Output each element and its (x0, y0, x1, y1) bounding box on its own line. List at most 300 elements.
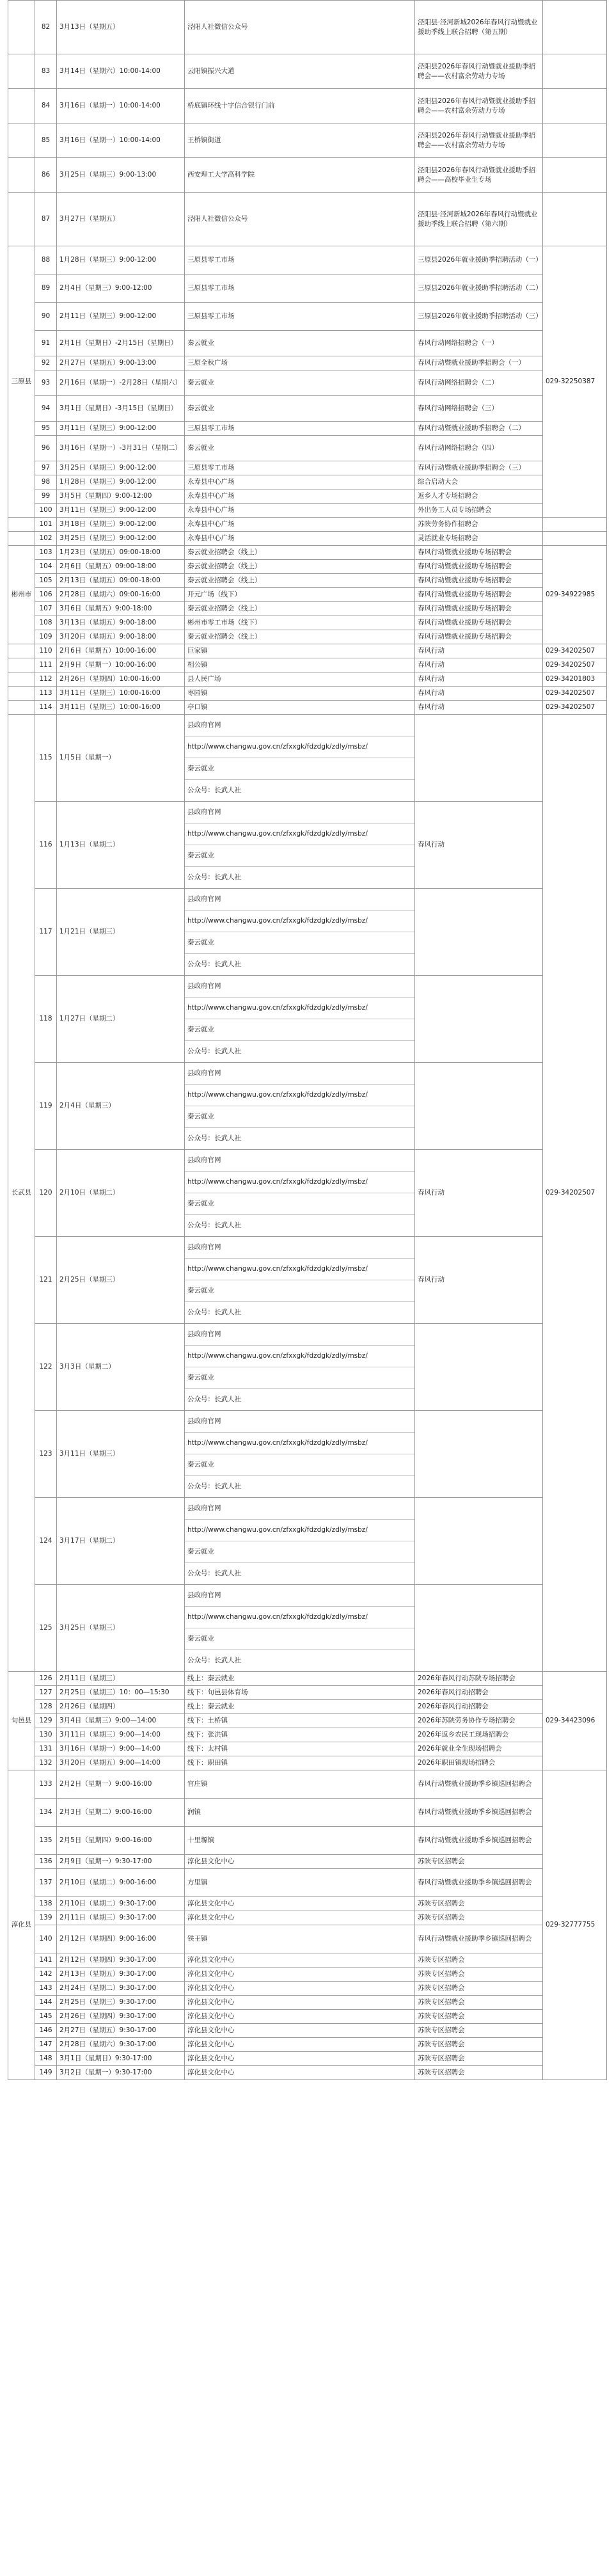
place-cell (185, 1063, 415, 1150)
place-cell: 淳化县文化中心 (185, 1968, 415, 1982)
event-name-cell: 三原县2026年就业援助季招聘活动（二） (415, 274, 543, 303)
phone-cell (543, 518, 607, 532)
event-name-cell: 三原县2026年就业援助季招聘活动（一） (415, 246, 543, 274)
table-row (8, 1756, 607, 1770)
event-name-cell (415, 889, 543, 976)
date-cell: 3月13日（星期五） (57, 1, 185, 54)
place-cell (185, 1237, 415, 1324)
table-row (8, 616, 607, 630)
row-number: 138 (35, 1897, 57, 1911)
table-row (8, 644, 607, 658)
table-row (8, 396, 607, 422)
date-cell: 2月1日（星期日）-2月15日（星期日） (57, 331, 185, 356)
event-name-cell: 春风行动 (415, 644, 543, 658)
date-cell: 2月13日（星期五）09:00-18:00 (57, 574, 185, 588)
date-cell: 3月20日（星期五）9:00-18:00 (57, 630, 185, 644)
place-cell (185, 1411, 415, 1498)
date-cell: 2月28日（星期六）9:30-17:00 (57, 2038, 185, 2052)
row-number: 124 (35, 1498, 57, 1585)
place-cell: 线下：太村镇 (185, 1742, 415, 1756)
phone-cell (543, 89, 607, 123)
phone-cell: 029-32250387 (543, 246, 607, 518)
row-number: 139 (35, 1911, 57, 1925)
place-cell: 淳化县文化中心 (185, 1911, 415, 1925)
county-cell (8, 672, 35, 687)
date-cell: 3月13日（星期五）9:00-18:00 (57, 616, 185, 630)
date-cell: 2月26日（星期四）10:00-16:00 (57, 672, 185, 687)
event-name-cell: 综合启动大会 (415, 475, 543, 489)
event-name-cell: 春风行动暨就业援助专场招聘会 (415, 574, 543, 588)
place-line: 秦云就业 (185, 1628, 414, 1650)
place-cell: 巨家镇 (185, 644, 415, 658)
table-row (8, 2024, 607, 2038)
row-number: 87 (35, 193, 57, 246)
county-cell (8, 644, 35, 658)
event-name-cell: 苏陕劳务协作招聘会 (415, 518, 543, 532)
event-name-cell: 苏陕专区招聘会 (415, 1982, 543, 1996)
event-name-cell: 苏陕专区招聘会 (415, 2024, 543, 2038)
place-line: 县政府官网 (185, 802, 414, 823)
date-cell: 3月11日（星期三） (57, 1411, 185, 1498)
table-row (8, 2010, 607, 2024)
place-line: http://www.changwu.gov.cn/zfxxgk/fdzdgk/zdly/msbz/ (185, 1085, 414, 1106)
place-line: 公众号：长武人社 (187, 1134, 241, 1143)
table-row (8, 1672, 607, 1686)
date-cell: 2月2日（星期一）9:00-16:00 (57, 1770, 185, 1799)
place-cell (185, 889, 415, 976)
date-cell: 3月25日（星期三）9:00-13:00 (57, 158, 185, 193)
event-name-cell: 春风行动 (415, 802, 543, 889)
place-line: http://www.changwu.gov.cn/zfxxgk/fdzdgk/zdly/msbz/ (185, 823, 414, 845)
row-number: 109 (35, 630, 57, 644)
date-cell: 1月23日（星期五）09:00-18:00 (57, 546, 185, 560)
table-row (8, 1324, 607, 1411)
county-cell (8, 193, 35, 246)
date-cell: 2月11日（星期三）9:30-17:00 (57, 1911, 185, 1925)
phone-cell: 029-34202507 (543, 687, 607, 701)
event-name-cell: 苏陕专区招聘会 (415, 1855, 543, 1869)
table-row (8, 89, 607, 123)
table-row (8, 1742, 607, 1756)
place-line: 公众号：长武人社 (187, 1395, 241, 1404)
event-name-cell: 苏陕专区招聘会 (415, 2066, 543, 2080)
place-line: http://www.changwu.gov.cn/zfxxgk/fdzdgk/zdly/msbz/ (185, 998, 414, 1019)
place-line: 公众号：长武人社 (187, 1657, 241, 1665)
row-number: 93 (35, 370, 57, 396)
row-number: 92 (35, 356, 57, 370)
date-cell: 2月6日（星期五）09:00-18:00 (57, 560, 185, 574)
table-row (8, 436, 607, 461)
row-number: 132 (35, 1756, 57, 1770)
place-cell: 淳化县文化中心 (185, 1855, 415, 1869)
date-cell: 2月11日（星期三） (57, 1672, 185, 1686)
event-name-cell: 泾阳县2026年春风行动暨就业援助季招聘会——农村富余劳动力专场 (415, 89, 543, 123)
table-row (8, 532, 607, 546)
place-line: http://www.changwu.gov.cn/zfxxgk/fdzdgk/zdly/msbz/ (185, 1346, 414, 1367)
date-cell: 3月27日（星期五） (57, 193, 185, 246)
date-cell: 3月18日（星期三）9:00-12:00 (57, 518, 185, 532)
place-line: http://www.changwu.gov.cn/zfxxgk/fdzdgk/zdly/msbz/ (185, 1172, 414, 1193)
event-name-cell: 春风行动暨就业援助季乡镇巡回招聘会 (415, 1799, 543, 1827)
date-cell: 3月25日（星期三）9:00-12:00 (57, 532, 185, 546)
place-line: 县政府官网 (185, 1324, 414, 1346)
date-cell: 3月11日（星期三）10:00-16:00 (57, 687, 185, 701)
table-row (8, 889, 607, 976)
place-line: 县政府官网 (185, 1237, 414, 1259)
county-cell: 长武县 (8, 715, 35, 1672)
event-name-cell (415, 715, 543, 802)
phone-cell: 029-34202507 (543, 701, 607, 715)
date-cell: 3月14日（星期六）10:00-14:00 (57, 54, 185, 89)
phone-cell: 029-34201803 (543, 672, 607, 687)
document-page (8, 0, 606, 2080)
row-number: 116 (35, 802, 57, 889)
row-number: 135 (35, 1827, 57, 1855)
place-cell: 桥底镇环线十字信合银行门前 (185, 89, 415, 123)
event-name-cell (415, 976, 543, 1063)
date-cell: 2月12日（星期四）9:30-17:00 (57, 1953, 185, 1968)
job-fair-schedule-table (8, 0, 607, 2080)
row-number: 136 (35, 1855, 57, 1869)
row-number: 102 (35, 532, 57, 546)
date-cell: 3月4日（星期三）9:00—14:00 (57, 1714, 185, 1728)
event-name-cell: 三原县2026年就业援助季招聘活动（三） (415, 303, 543, 331)
row-number: 129 (35, 1714, 57, 1728)
table-row (8, 158, 607, 193)
place-cell: 淳化县文化中心 (185, 2066, 415, 2080)
row-number: 118 (35, 976, 57, 1063)
date-cell: 3月16日（星期一）9:00—14:00 (57, 1742, 185, 1756)
place-line: 公众号：长武人社 (187, 1047, 241, 1056)
row-number: 83 (35, 54, 57, 89)
row-number: 97 (35, 461, 57, 475)
place-line: 县政府官网 (185, 889, 414, 910)
place-cell: 线上：秦云就业 (185, 1700, 415, 1714)
date-cell: 1月21日（星期三） (57, 889, 185, 976)
place-line: 县政府官网 (185, 1585, 414, 1607)
date-cell: 1月27日（星期二） (57, 976, 185, 1063)
phone-cell: 029-32777755 (543, 1770, 607, 2080)
date-cell: 2月13日（星期五）9:30-17:00 (57, 1968, 185, 1982)
event-name-cell: 春风行动 (415, 672, 543, 687)
date-cell: 2月27日（星期五）9:00-13:00 (57, 356, 185, 370)
event-name-cell: 返乡人才专场招聘会 (415, 489, 543, 504)
table-row (8, 1968, 607, 1982)
row-number: 94 (35, 396, 57, 422)
event-name-cell: 苏陕专区招聘会 (415, 1968, 543, 1982)
event-name-cell: 泾阳县2026年春风行动暨就业援助季招聘会——高校毕业生专场 (415, 158, 543, 193)
event-name-cell: 春风行动 (415, 701, 543, 715)
event-name-cell: 苏陕专区招聘会 (415, 2038, 543, 2052)
phone-cell (543, 532, 607, 546)
place-cell: 秦云就业招聘会（线上） (185, 546, 415, 560)
event-name-cell: 春风行动 (415, 1237, 543, 1324)
place-cell: 永寿县中心广场 (185, 475, 415, 489)
row-number: 91 (35, 331, 57, 356)
table-row (8, 274, 607, 303)
place-cell: 秦云就业招聘会（线上） (185, 630, 415, 644)
row-number: 128 (35, 1700, 57, 1714)
event-name-cell: 泾阳县·泾河新城2026年春风行动暨就业援助季线上联合招聘（第六期） (415, 193, 543, 246)
table-row (8, 802, 607, 889)
county-cell (8, 89, 35, 123)
row-number: 117 (35, 889, 57, 976)
place-cell: 润镇 (185, 1799, 415, 1827)
table-row (8, 518, 607, 532)
row-number: 84 (35, 89, 57, 123)
row-number: 86 (35, 158, 57, 193)
date-cell: 2月16日（星期一）-2月28日（星期六） (57, 370, 185, 396)
event-name-cell: 春风行动网络招聘会（三） (415, 396, 543, 422)
row-number: 89 (35, 274, 57, 303)
table-row (8, 602, 607, 616)
place-cell: 线下：旬邑县体育场 (185, 1686, 415, 1700)
phone-cell (543, 123, 607, 158)
row-number: 127 (35, 1686, 57, 1700)
event-name-cell: 苏陕专区招聘会 (415, 2010, 543, 2024)
date-cell: 3月17日（星期二） (57, 1498, 185, 1585)
place-line: 公众号：长武人社 (187, 1570, 241, 1578)
date-cell: 2月4日（星期三） (57, 1063, 185, 1150)
place-cell: 淳化县文化中心 (185, 2010, 415, 2024)
row-number: 95 (35, 422, 57, 436)
table-row (8, 672, 607, 687)
place-line: 秦云就业 (185, 1193, 414, 1215)
event-name-cell: 2026年职田镇现场招聘会 (415, 1756, 543, 1770)
row-number: 141 (35, 1953, 57, 1968)
table-row (8, 1925, 607, 1953)
place-cell: 十里塬镇 (185, 1827, 415, 1855)
place-cell: 秦云就业招聘会（线上） (185, 574, 415, 588)
row-number: 121 (35, 1237, 57, 1324)
place-cell: 线下：张洪镇 (185, 1728, 415, 1742)
event-name-cell: 苏陕专区招聘会 (415, 2052, 543, 2066)
table-row (8, 560, 607, 574)
date-cell: 3月11日（星期三）9:00-12:00 (57, 422, 185, 436)
event-name-cell: 春风行动 (415, 687, 543, 701)
row-number: 122 (35, 1324, 57, 1411)
event-name-cell (415, 1411, 543, 1498)
county-cell: 三原县 (8, 246, 35, 518)
place-line: 县政府官网 (185, 715, 414, 736)
table-row (8, 701, 607, 715)
date-cell: 2月28日（星期六）09:00-16:00 (57, 588, 185, 602)
table-row (8, 123, 607, 158)
date-cell: 2月27日（星期五）9:30-17:00 (57, 2024, 185, 2038)
place-cell: 官庄镇 (185, 1770, 415, 1799)
table-row (8, 303, 607, 331)
table-row (8, 1897, 607, 1911)
event-name-cell: 2026年返乡农民工现场招聘会 (415, 1728, 543, 1742)
date-cell: 2月10日（星期二） (57, 1150, 185, 1237)
date-cell: 2月9日（星期一）9:30-17:00 (57, 1855, 185, 1869)
place-cell: 泾阳人社微信公众号 (185, 193, 415, 246)
place-line: 秦云就业 (185, 1454, 414, 1476)
place-line: 县政府官网 (185, 976, 414, 998)
place-cell: 彬州市零工市场（线下） (185, 616, 415, 630)
phone-cell: 029-34202507 (543, 644, 607, 658)
place-cell: 线下：职田镇 (185, 1756, 415, 1770)
row-number: 104 (35, 560, 57, 574)
place-cell (185, 976, 415, 1063)
table-row (8, 1953, 607, 1968)
date-cell: 2月24日（星期二）9:30-17:00 (57, 1982, 185, 1996)
event-name-cell: 春风行动暨就业援助季乡镇巡回招聘会 (415, 1827, 543, 1855)
row-number: 106 (35, 588, 57, 602)
place-cell: 淳化县文化中心 (185, 1982, 415, 1996)
event-name-cell: 春风行动 (415, 1150, 543, 1237)
county-cell (8, 54, 35, 89)
place-line: 公众号：长武人社 (187, 960, 241, 969)
place-line: 县政府官网 (185, 1063, 414, 1085)
date-cell: 2月9日（星期一）10:00-16:00 (57, 658, 185, 672)
row-number: 148 (35, 2052, 57, 2066)
row-number: 142 (35, 1968, 57, 1982)
event-name-cell: 春风行动暨就业援助专场招聘会 (415, 616, 543, 630)
phone-cell: 029-34202507 (543, 658, 607, 672)
table-row (8, 370, 607, 396)
place-cell (185, 715, 415, 802)
table-row (8, 1, 607, 54)
place-cell: 亭口镇 (185, 701, 415, 715)
place-line: http://www.changwu.gov.cn/zfxxgk/fdzdgk/zdly/msbz/ (185, 736, 414, 758)
row-number: 144 (35, 1996, 57, 2010)
row-number: 111 (35, 658, 57, 672)
table-row (8, 461, 607, 475)
date-cell: 2月10日（星期二）9:30-17:00 (57, 1897, 185, 1911)
event-name-cell: 泾阳县·泾河新城2026年春风行动暨就业援助季线上联合招聘（第五期） (415, 1, 543, 54)
place-line: http://www.changwu.gov.cn/zfxxgk/fdzdgk/zdly/msbz/ (185, 910, 414, 932)
date-cell: 3月25日（星期三） (57, 1585, 185, 1672)
row-number: 147 (35, 2038, 57, 2052)
schedule-table-body (8, 1, 607, 2080)
event-name-cell: 泾阳县2026年春风行动暨就业援助季招聘会——农村富余劳动力专场 (415, 123, 543, 158)
table-row (8, 1686, 607, 1700)
event-name-cell: 春风行动暨就业援助季乡镇巡回招聘会 (415, 1869, 543, 1897)
county-cell: 旬邑县 (8, 1672, 35, 1770)
place-line: http://www.changwu.gov.cn/zfxxgk/fdzdgk/zdly/msbz/ (185, 1607, 414, 1628)
table-row (8, 1150, 607, 1237)
table-row (8, 489, 607, 504)
event-name-cell (415, 1585, 543, 1672)
date-cell: 2月12日（星期四）9:00-16:00 (57, 1925, 185, 1953)
table-row (8, 193, 607, 246)
phone-cell (543, 193, 607, 246)
table-row (8, 2038, 607, 2052)
county-cell (8, 123, 35, 158)
county-cell: 彬州市 (8, 546, 35, 644)
county-cell (8, 532, 35, 546)
table-row (8, 687, 607, 701)
date-cell: 1月13日（星期二） (57, 802, 185, 889)
place-line: 公众号：长武人社 (187, 1483, 241, 1491)
place-cell: 泾阳人社微信公众号 (185, 1, 415, 54)
place-cell: 相公镇 (185, 658, 415, 672)
place-line: 公众号：长武人社 (187, 873, 241, 882)
place-line: 秦云就业 (185, 1019, 414, 1041)
table-row (8, 1982, 607, 1996)
place-cell: 三原县零工市场 (185, 274, 415, 303)
row-number: 82 (35, 1, 57, 54)
event-name-cell: 泾阳县2026年春风行动暨就业援助季招聘会——农村富余劳动力专场 (415, 54, 543, 89)
place-cell: 永寿县中心广场 (185, 518, 415, 532)
event-name-cell: 春风行动网络招聘会（一） (415, 331, 543, 356)
place-cell: 王桥镇街道 (185, 123, 415, 158)
row-number: 112 (35, 672, 57, 687)
event-name-cell: 苏陕专区招聘会 (415, 1897, 543, 1911)
table-row (8, 1237, 607, 1324)
table-row (8, 1911, 607, 1925)
phone-cell: 029-34922985 (543, 546, 607, 644)
row-number: 88 (35, 246, 57, 274)
table-row (8, 1585, 607, 1672)
table-row (8, 2066, 607, 2080)
table-row (8, 1799, 607, 1827)
row-number: 133 (35, 1770, 57, 1799)
date-cell: 1月5日（星期一） (57, 715, 185, 802)
table-row (8, 1869, 607, 1897)
phone-cell: 029-34202507 (543, 715, 607, 1672)
place-line: 秦云就业 (185, 932, 414, 954)
date-cell: 2月25日（星期三） (57, 1237, 185, 1324)
table-row (8, 1996, 607, 2010)
row-number: 105 (35, 574, 57, 588)
place-cell (185, 1585, 415, 1672)
event-name-cell: 春风行动 (415, 658, 543, 672)
place-cell: 永寿县中心广场 (185, 504, 415, 518)
table-row (8, 976, 607, 1063)
place-cell: 淳化县文化中心 (185, 1953, 415, 1968)
date-cell: 3月16日（星期一）-3月31日（星期二） (57, 436, 185, 461)
date-cell: 1月28日（星期三）9:00-12:00 (57, 246, 185, 274)
date-cell: 3月5日（星期四）9:00-12:00 (57, 489, 185, 504)
event-name-cell (415, 1063, 543, 1150)
phone-cell (543, 158, 607, 193)
table-row (8, 588, 607, 602)
place-line: 秦云就业 (185, 845, 414, 867)
place-cell: 三原县零工市场 (185, 303, 415, 331)
event-name-cell: 2026年春风行动招聘会 (415, 1686, 543, 1700)
event-name-cell: 春风行动暨就业援助专场招聘会 (415, 546, 543, 560)
date-cell: 2月11日（星期三）9:00-12:00 (57, 303, 185, 331)
table-row (8, 1855, 607, 1869)
row-number: 126 (35, 1672, 57, 1686)
event-name-cell: 苏陕专区招聘会 (415, 1911, 543, 1925)
place-cell: 秦云就业 (185, 331, 415, 356)
event-name-cell: 春风行动暨就业援助季乡镇巡回招聘会 (415, 1925, 543, 1953)
event-name-cell (415, 1324, 543, 1411)
row-number: 146 (35, 2024, 57, 2038)
row-number: 103 (35, 546, 57, 560)
row-number: 110 (35, 644, 57, 658)
phone-cell (543, 1, 607, 54)
row-number: 100 (35, 504, 57, 518)
county-cell (8, 158, 35, 193)
place-cell: 开元广场（线下） (185, 588, 415, 602)
table-row (8, 715, 607, 802)
row-number: 120 (35, 1150, 57, 1237)
place-line: 县政府官网 (185, 1150, 414, 1172)
place-cell (185, 802, 415, 889)
place-cell: 三原县零工市场 (185, 461, 415, 475)
table-row (8, 1827, 607, 1855)
place-line: 公众号：长武人社 (187, 786, 241, 795)
table-row (8, 54, 607, 89)
county-cell (8, 518, 35, 532)
row-number: 99 (35, 489, 57, 504)
table-row (8, 546, 607, 560)
place-line: http://www.changwu.gov.cn/zfxxgk/fdzdgk/zdly/msbz/ (185, 1433, 414, 1454)
